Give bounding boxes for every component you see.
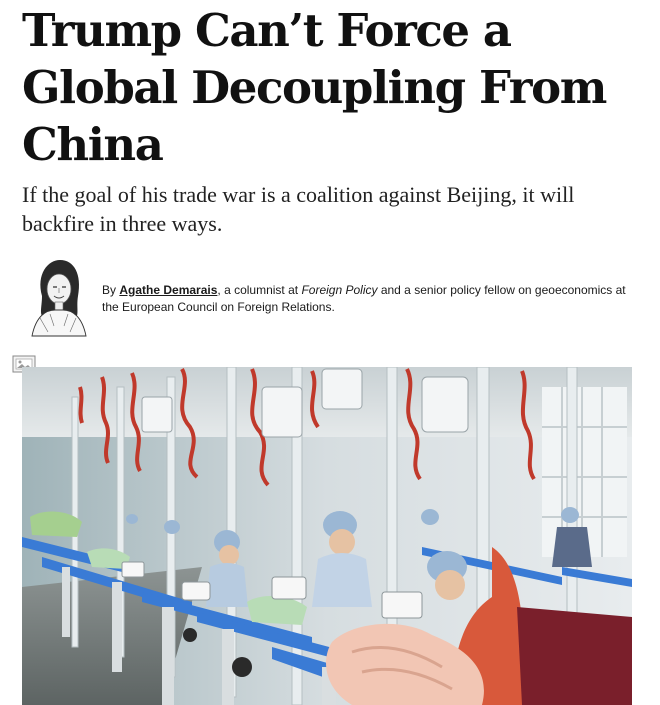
article-dek: If the goal of his trade war is a coalition against Beijing, it will backfire in three ways. [22,182,575,236]
publication-name: Foreign Policy [301,283,378,297]
byline-prefix: By [102,283,117,297]
byline [102,282,632,315]
author-portrait [28,256,88,338]
author-link[interactable]: Agathe Demarais [119,283,218,297]
factory-photo [22,367,632,705]
article-headline: Trump Can’t Force a Global Decoupling From China [22,4,606,171]
byline-middle: , a columnist at [217,283,299,297]
author-section [22,256,642,340]
byline-suffix: and a senior policy fellow on geoeconomics at the European Council on Foreign Relations. [102,283,626,314]
